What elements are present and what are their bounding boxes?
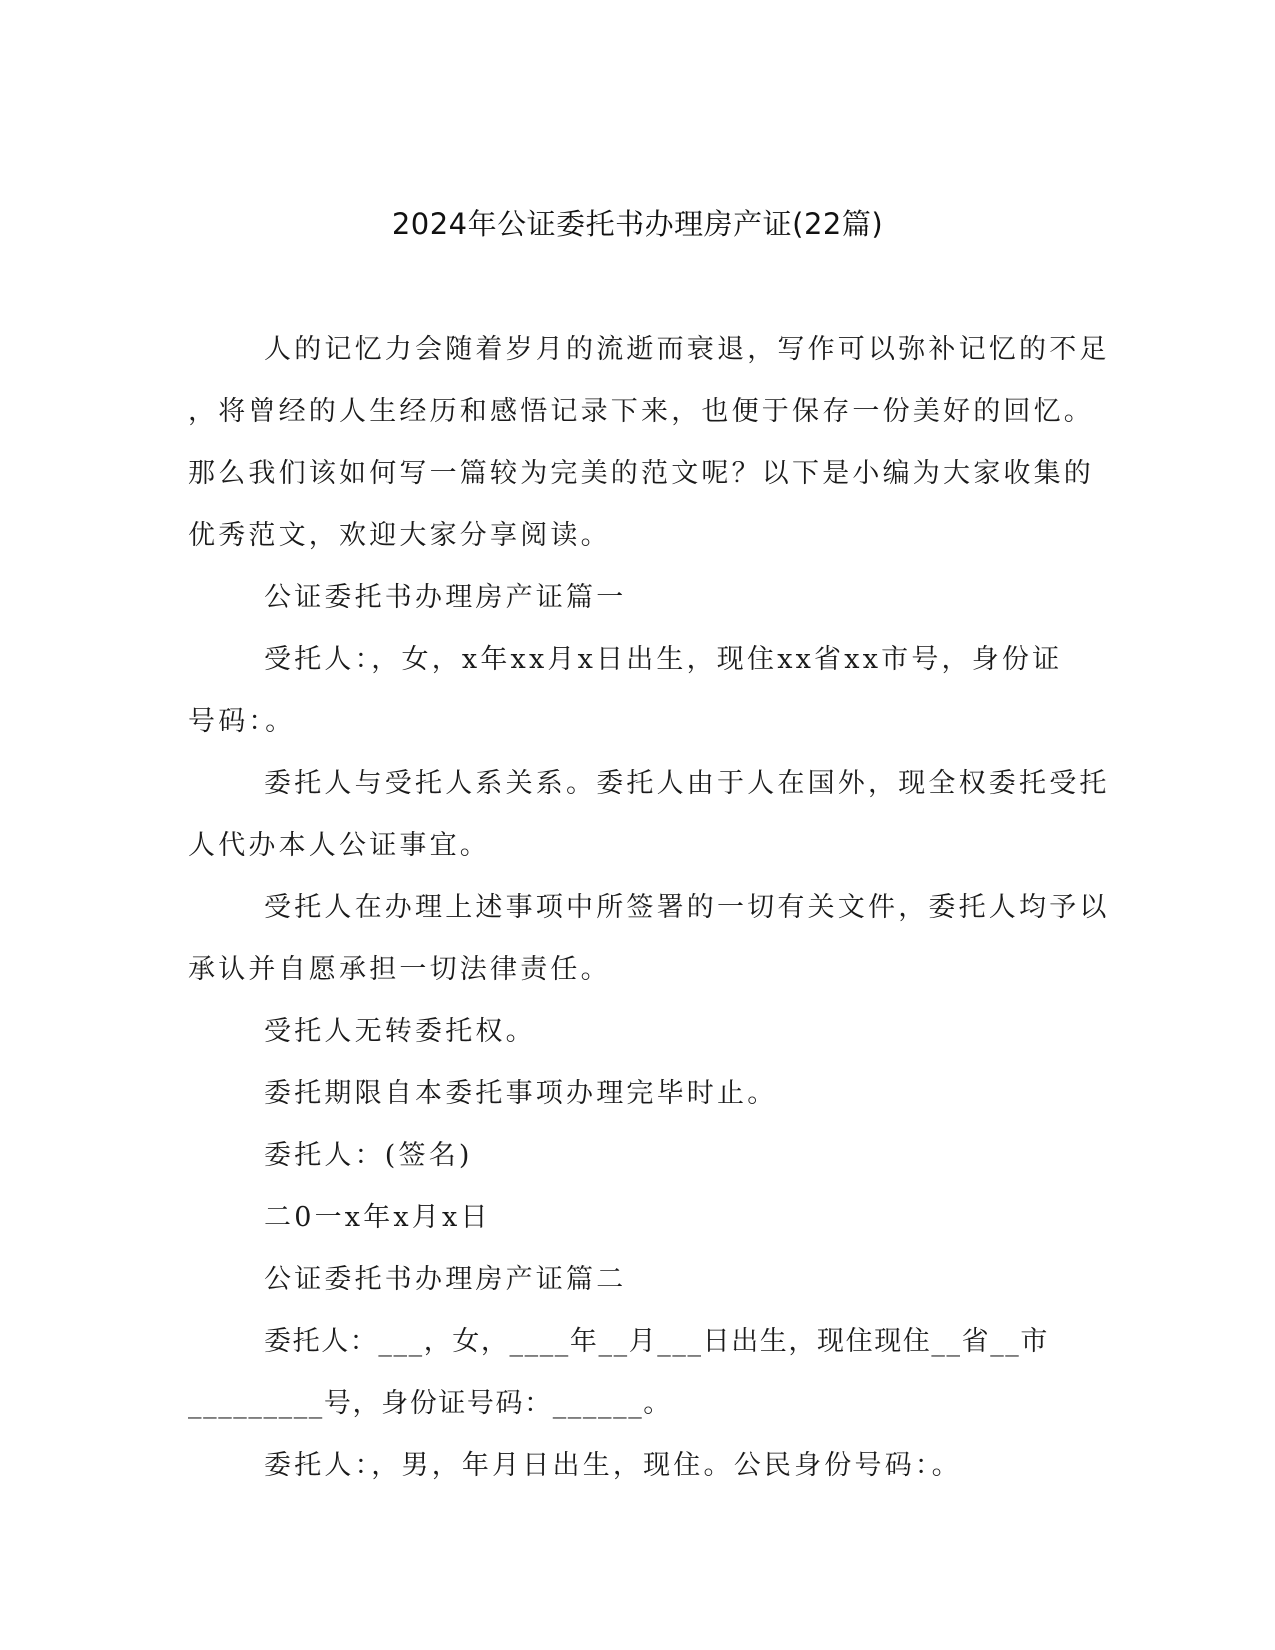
document-title: 2024年公证委托书办理房产证(22篇) xyxy=(391,207,884,241)
paragraph-line: 委托期限自本委托事项办理完毕时止。 xyxy=(264,1078,778,1109)
section-heading: 公证委托书办理房产证篇二 xyxy=(264,1264,627,1295)
form-line: _________号，身份证号码：______。 xyxy=(188,1388,672,1419)
paragraph-line: 受托人无转委托权。 xyxy=(264,1016,536,1047)
paragraph-line: ，将曾经的人生经历和感悟记录下来，也便于保存一份美好的回忆。 xyxy=(188,396,1094,427)
paragraph-line: 人代办本人公证事宜。 xyxy=(188,830,490,861)
signature-line: 委托人：(签名) xyxy=(264,1140,473,1171)
paragraph-line: 人的记忆力会随着岁月的流逝而衰退，写作可以弥补记忆的不足 xyxy=(264,334,1110,365)
document-body xyxy=(188,330,1110,1508)
paragraph-line: 那么我们该如何写一篇较为完美的范文呢？以下是小编为大家收集的 xyxy=(188,458,1094,489)
paragraph-line: 受托人在办理上述事项中所签署的一切有关文件，委托人均予以 xyxy=(264,892,1110,923)
date-line: 二0一x年x月x日 xyxy=(264,1202,491,1233)
paragraph-line: 委托人：，男，年月日出生，现住。公民身份号码：。 xyxy=(264,1450,962,1481)
paragraph-line: 承认并自愿承担一切法律责任。 xyxy=(188,954,611,985)
form-line: 委托人：___，女，____年__月___日出生，现住现住__省__市 xyxy=(264,1326,1049,1357)
paragraph-line: 委托人与受托人系关系。委托人由于人在国外，现全权委托受托 xyxy=(264,768,1110,799)
paragraph-line: 优秀范文，欢迎大家分享阅读。 xyxy=(188,520,611,551)
paragraph-line: 受托人：，女，x年xx月x日出生，现住xx省xx市号，身份证 xyxy=(264,644,1063,675)
paragraph-line: 号码：。 xyxy=(188,706,296,737)
section-heading: 公证委托书办理房产证篇一 xyxy=(264,582,627,613)
